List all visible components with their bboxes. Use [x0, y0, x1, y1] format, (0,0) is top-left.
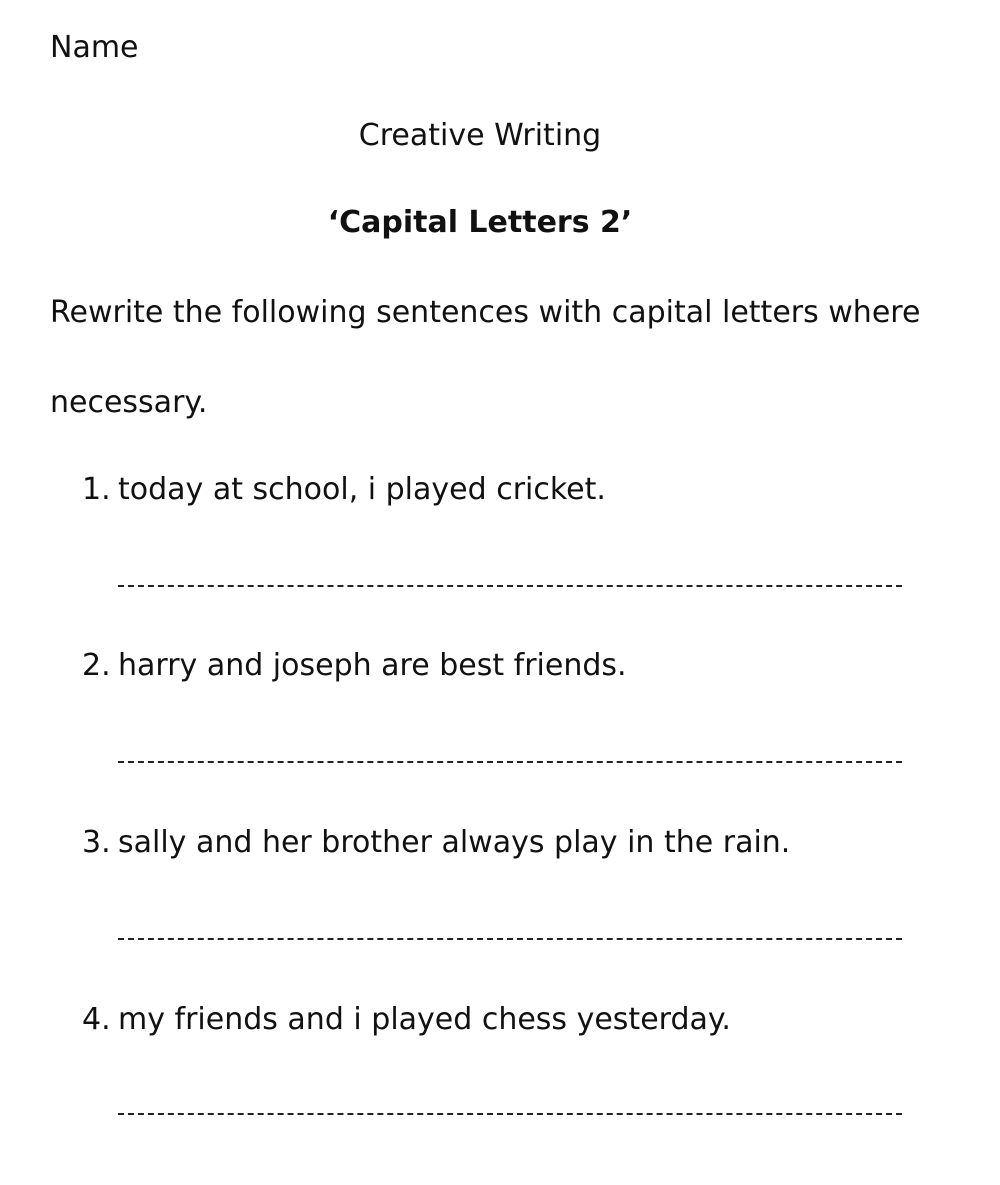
- answer-line-2[interactable]: [118, 761, 902, 763]
- page-subtitle: ‘Capital Letters 2’: [327, 205, 633, 240]
- answer-line-1[interactable]: [118, 585, 902, 587]
- question-2-text: harry and joseph are best friends.: [118, 648, 627, 683]
- question-2-number: 2.: [82, 648, 111, 683]
- question-3-number: 3.: [82, 825, 111, 860]
- question-1-number: 1.: [82, 472, 111, 507]
- name-label: Name: [50, 30, 139, 65]
- instructions-line-2: necessary.: [50, 385, 208, 420]
- instructions-line-1: Rewrite the following sentences with capital letters where: [50, 295, 921, 330]
- question-1-text: today at school, i played cricket.: [118, 472, 606, 507]
- page-title: Creative Writing: [358, 118, 602, 153]
- question-4-text: my friends and i played chess yesterday.: [118, 1002, 731, 1037]
- answer-line-4[interactable]: [118, 1113, 902, 1115]
- answer-line-3[interactable]: [118, 938, 902, 940]
- question-3-text: sally and her brother always play in the rain.: [118, 825, 791, 860]
- question-4-number: 4.: [82, 1002, 111, 1037]
